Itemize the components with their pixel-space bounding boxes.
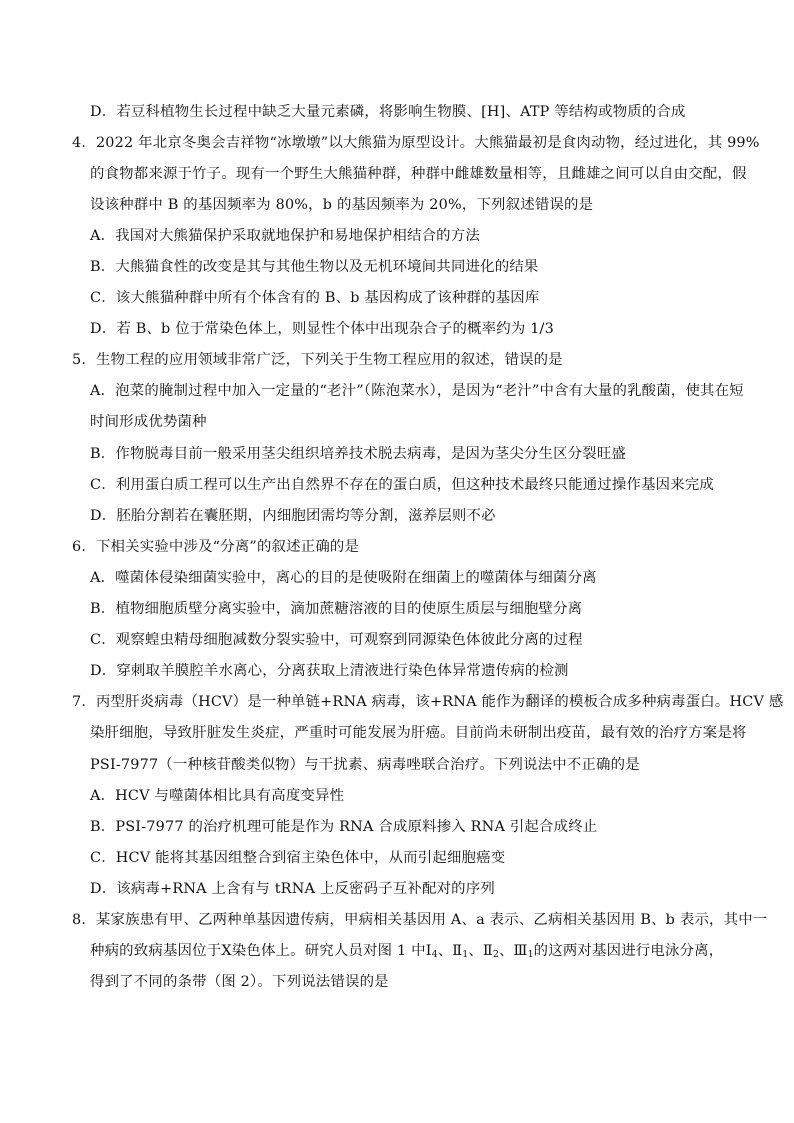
- q5-option-a-line-1: A．泡菜的腌制过程中加入一定量的“老汁”（陈泡菜水），是因为“老汁”中含有大量的乳酸菌，使其在短: [90, 383, 744, 399]
- q5-stem: 5．生物工程的应用领域非常广泛，下列关于生物工程应用的叙述，错误的是: [72, 352, 563, 368]
- q7-option-a: A．HCV 与噬菌体相比具有高度变异性: [90, 788, 345, 804]
- q7-stem-line-1: 7．丙型肝炎病毒（HCV）是一种单链+RNA 病毒，该+RNA 能作为翻译的模板合成多种病毒蛋白。HCV 感: [72, 694, 784, 710]
- q6-stem: 6．下相关实验中涉及“分离”的叙述正确的是: [72, 539, 360, 555]
- q4-stem-line-1: 4．2022 年北京冬奥会吉祥物“冰墩墩”以大熊猫为原型设计。大熊猫最初是食肉动物，经过进化，其 99%: [72, 135, 760, 151]
- q4-option-b: B．大熊猫食性的改变是其与其他生物以及无机环境间共同进化的结果: [90, 259, 539, 275]
- subscript-ii1: 1: [462, 949, 469, 960]
- q8-stem-line-1: 8．某家族患有甲、乙两种单基因遗传病，甲病相关基因用 A、a 表示、乙病相关基因用 B、b 表示，其中一: [72, 912, 768, 928]
- q7-option-b: B．PSI-7977 的治疗机理可能是作为 RNA 合成原料掺入 RNA 引起合成终止: [90, 819, 598, 835]
- q4-stem-line-2: 的食物都来源于竹子。现有一个野生大熊猫种群，种群中雌雄数量相等，且雌雄之间可以自由交配，假: [90, 166, 747, 182]
- q3-option-d: D．若豆科植物生长过程中缺乏大量元素磷，将影响生物膜、[H]、ATP 等结构或物质的合成: [90, 104, 686, 120]
- q5-option-c: C．利用蛋白质工程可以生产出自然界不存在的蛋白质，但这种技术最终只能通过操作基因来完成: [90, 477, 715, 493]
- q6-option-a: A．噬菌体侵染细菌实验中，离心的目的是使吸附在细菌上的噬菌体与细菌分离: [90, 570, 597, 586]
- q4-option-a: A．我国对大熊猫保护采取就地保护和易地保护相结合的方法: [90, 228, 480, 244]
- q8-stem-line-3: 得到了不同的条带（图 2）。下列说法错误的是: [90, 974, 389, 990]
- q8-separator-1: 、Ⅱ: [437, 943, 463, 959]
- q8-separator-2: 、Ⅱ: [468, 943, 493, 959]
- q5-option-d: D．胚胎分割若在囊胚期，内细胞团需均等分割，滋养层则不必: [90, 508, 496, 524]
- q4-option-d: D．若 B、b 位于常染色体上，则显性个体中出现杂合子的概率约为 1/3: [90, 321, 554, 337]
- q7-stem-line-3: PSI-7977（一种核苷酸类似物）与干扰素、病毒唑联合治疗。下列说法中不正确的是: [90, 757, 640, 773]
- q8-separator-3: 、Ⅲ: [498, 943, 528, 959]
- q7-option-d: D．该病毒+RNA 上含有与 tRNA 上反密码子互补配对的序列: [90, 881, 495, 897]
- q5-option-a-line-2: 时间形成优势菌种: [90, 414, 207, 430]
- q8-stem-line-2-text-a: 种病的致病基因位于X染色体上。研究人员对图 1 中Ⅰ: [90, 943, 432, 959]
- q7-option-c: C．HCV 能将其基因组整合到宿主染色体中，从而引起细胞癌变: [90, 850, 506, 866]
- q6-option-b: B．植物细胞质壁分离实验中，滴加蔗糖溶液的目的使原生质层与细胞壁分离: [90, 601, 583, 617]
- q8-stem-line-2-text-b: 的这两对基因进行电泳分离，: [533, 943, 724, 959]
- q4-stem-line-3: 设该种群中 B 的基因频率为 80%，b 的基因频率为 20%，下列叙述错误的是: [90, 197, 594, 213]
- subscript-ii2: 2: [492, 949, 499, 960]
- q8-stem-line-2: [90, 941, 723, 965]
- q6-option-d: D．穿刺取羊膜腔羊水离心，分离获取上清液进行染色体异常遗传病的检测: [90, 663, 569, 679]
- subscript-i4: 4: [431, 949, 438, 960]
- q6-option-c: C．观察蝗虫精母细胞减数分裂实验中，可观察到同源染色体彼此分离的过程: [90, 632, 583, 648]
- q4-option-c: C．该大熊猫种群中所有个体含有的 B、b 基因构成了该种群的基因库: [90, 290, 540, 306]
- subscript-iii1: 1: [527, 949, 534, 960]
- q7-stem-line-2: 染肝细胞，导致肝脏发生炎症，严重时可能发展为肝癌。目前尚未研制出疫苗，最有效的治疗方案是将: [90, 725, 747, 741]
- q5-option-b: B．作物脱毒目前一般采用茎尖组织培养技术脱去病毒，是因为茎尖分生区分裂旺盛: [90, 446, 627, 462]
